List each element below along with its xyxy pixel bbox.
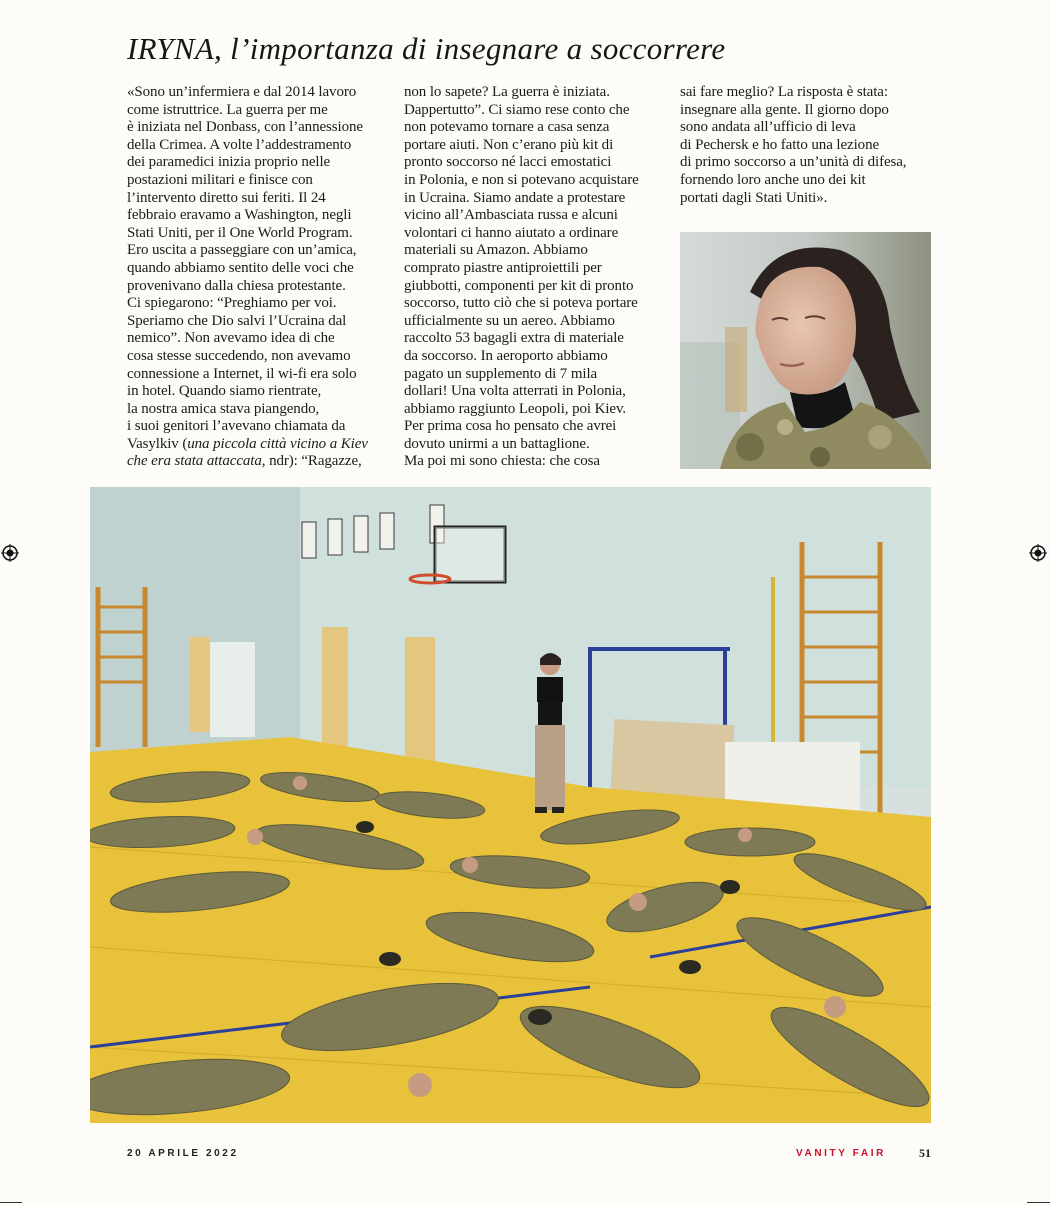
page-number: 51: [919, 1146, 931, 1160]
issue-date: 20 APRILE 2022: [127, 1148, 239, 1159]
portrait-illustration: [680, 232, 931, 469]
article-title: IRYNA, l’importanza di insegnare a soccorrere: [127, 31, 726, 66]
gym-illustration: [90, 487, 931, 1123]
paragraph-col1: [127, 84, 385, 471]
trim-mark-right: [1027, 1202, 1050, 1203]
text-column-1: [127, 84, 385, 471]
col1-text-b: , ndr): “Ragazze,: [261, 453, 362, 470]
paragraph-col2: non lo sapete? La guerra è iniziata. Dappertutto”. Ci siamo rese conto che non potevamo tornare a casa senza portare aiuti. Non c’erano più kit di pronto soccorso né lacci emostatici in Polonia, e non si potevano acquistare in Ucraina. Siamo andate a protestare vicino all’Ambasciata russa e alcuni volontari ci hanno aiutato a ordinare materiali su Amazon. Abbiamo comprato piastre antiproiettili per giubbotti, componenti per kit di pronto soccorso, tutto ciò che si poteva portare ufficialmente su un aereo. Abbiamo raccolto 53 bagagli extra di materiale da soccorso. In aeroporto abbiamo pagato un supplemento di 7 mila dollari! Una volta atterrati in Polonia, abbiamo raggiunto Leopoli, poi Kiev. Per prima cosa ho pensato che avrei dovuto unirmi a un battaglione. Ma poi mi sono chiesta: che cosa: [404, 84, 639, 470]
gym-training-photo: [90, 487, 931, 1123]
col1-editor-note: una piccola città vicino a Kiev che era stata attaccata: [127, 435, 368, 470]
text-column-3: [680, 84, 932, 207]
col1-text-a: «Sono un’infermiera e dal 2014 lavoro come istruttrice. La guerra per me è iniziata nel Donbass, con l’annessione della Crimea. A volte l’addestramento dei paramedici inizia proprio nelle postazioni militari e finisce con l’intervento diretto sui feriti. Il 24 febbraio eravamo a Washington, negli Stati Uniti, per il One World Program. Ero uscita a passeggiare con un’amica, quando abbiamo sentito delle voci che provenivano dalla chiesa protestante. Ci spiegarono: “Preghiamo per voi. Speriamo che Dio salvi l’Ucraina dal nemico”. Non avevamo idea di che cosa stesse succedendo, non avevamo connessione a Internet, il wi-fi era solo in hotel. Quando siamo rientrate, la nostra amica stava piangendo, i suoi genitori l’avevano chiamata da Vasylkiv (: [127, 84, 363, 452]
paragraph-col3: sai fare meglio? La risposta è stata: insegnare alla gente. Il giorno dopo sono andata all’ufficio di leva di Pechersk e ho fatto una lezione di primo soccorso a un’unità di difesa, fornendo loro anche uno dei kit portati dagli Stati Uniti».: [680, 84, 907, 206]
magazine-brand: VANITY FAIR: [796, 1148, 886, 1159]
text-column-2: [404, 84, 662, 471]
portrait-photo: [680, 232, 931, 469]
registration-mark-right: [1029, 544, 1047, 562]
registration-mark-left: [1, 544, 19, 562]
trim-mark-left: [0, 1202, 22, 1203]
